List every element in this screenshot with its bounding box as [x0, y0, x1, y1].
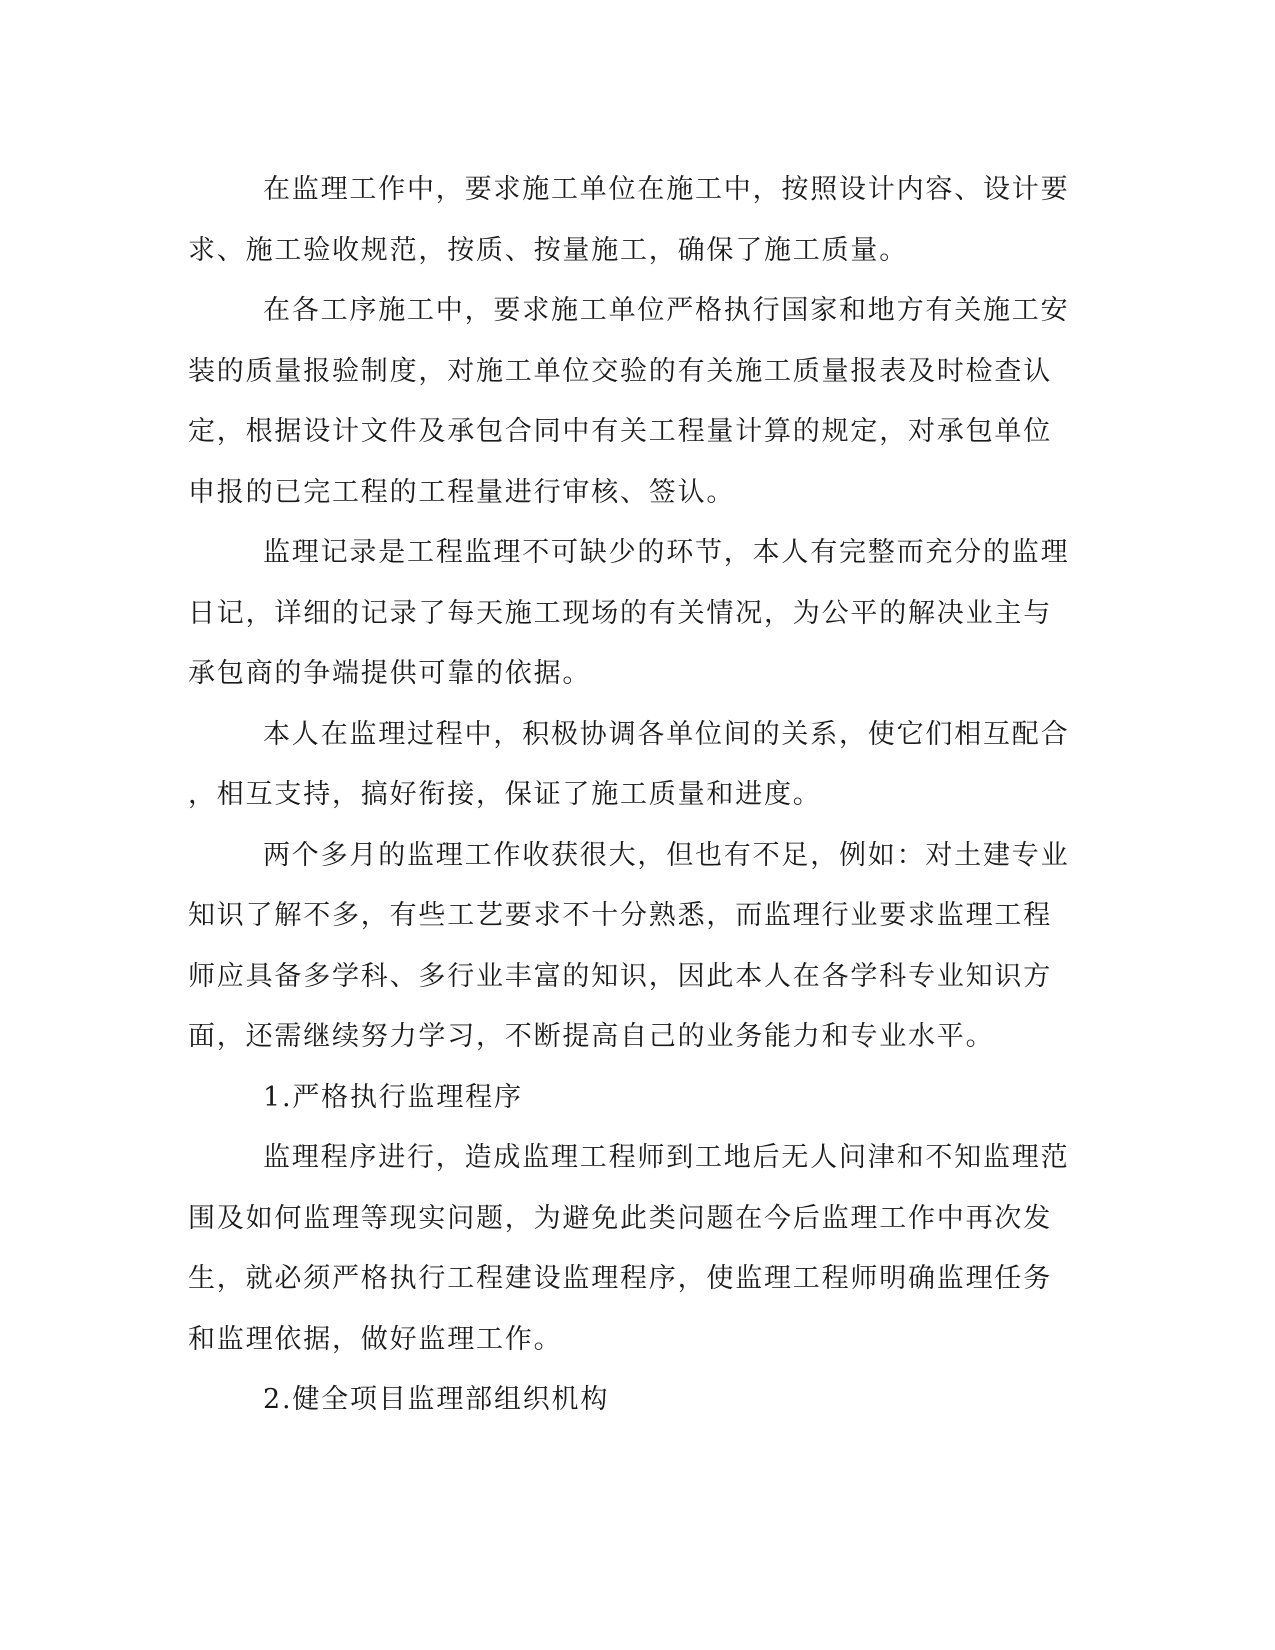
text-line: 定，根据设计文件及承包合同中有关工程量计算的规定，对承包单位 — [188, 416, 1052, 447]
paragraph-2 — [188, 281, 1078, 523]
text-line: 围及如何监理等现实问题，为避免此类问题在今后监理工作中再次发 — [188, 1202, 1052, 1234]
text-line: 日记，详细的记录了每天施工现场的有关情况，为公平的解决业主与 — [188, 597, 1052, 629]
text-line: 知识了解不多，有些工艺要求不十分熟悉，而监理行业要求监理工程 — [188, 900, 1052, 931]
paragraph-5 — [188, 826, 1078, 1068]
text-line: ，相互支持，搞好衔接，保证了施工质量和进度。 — [188, 779, 822, 810]
paragraph-4 — [188, 705, 1078, 826]
section-heading-2: 2.健全项目监理部组织机构 — [263, 1384, 610, 1415]
paragraph-1 — [188, 160, 1078, 281]
text-line: 师应具备多学科、多行业丰富的知识，因此本人在各学科专业知识方 — [188, 960, 1052, 992]
paragraph-3 — [188, 523, 1078, 705]
text-line: 本人在监理过程中，积极协调各单位间的关系，使它们相互配合 — [263, 718, 1070, 750]
text-line: 在监理工作中，要求施工单位在施工中，按照设计内容、设计要 — [263, 174, 1070, 205]
text-line: 两个多月的监理工作收获很大，但也有不足，例如：对土建专业 — [263, 839, 1070, 871]
text-line: 生，就必须严格执行工程建设监理程序，使监理工程师明确监理任务 — [188, 1263, 1052, 1294]
text-line: 监理程序进行，造成监理工程师到工地后无人问津和不知监理范 — [263, 1142, 1070, 1173]
text-line: 面，还需继续努力学习，不断提高自己的业务能力和专业水平。 — [188, 1021, 995, 1052]
text-line: 装的质量报验制度，对施工单位交验的有关施工质量报表及时检查认 — [188, 355, 1052, 387]
text-line: 承包商的争端提供可靠的依据。 — [188, 658, 592, 689]
section-heading-1: 1.严格执行监理程序 — [263, 1081, 523, 1113]
text-line: 申报的已完工程的工程量进行审核、签认。 — [188, 476, 736, 508]
text-line: 求、施工验收规范，按质、按量施工，确保了施工质量。 — [188, 234, 908, 266]
paragraph-6 — [188, 1128, 1078, 1370]
text-line: 和监理依据，做好监理工作。 — [188, 1323, 563, 1355]
text-line: 监理记录是工程监理不可缺少的环节，本人有完整而充分的监理 — [263, 537, 1070, 568]
document-body — [188, 160, 1078, 1431]
text-line: 在各工序施工中，要求施工单位严格执行国家和地方有关施工安 — [263, 295, 1070, 326]
